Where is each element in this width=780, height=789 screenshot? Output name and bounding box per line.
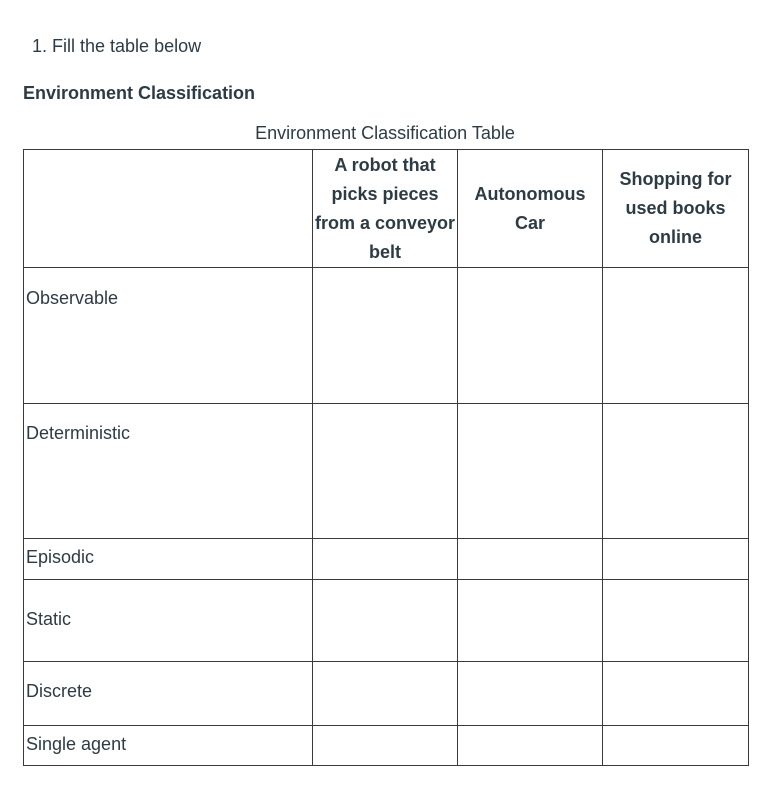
column-header-autonomous-car: Autonomous Car — [458, 150, 603, 268]
row-label-episodic: Episodic — [24, 539, 313, 580]
row-label-static: Static — [24, 580, 313, 662]
row-label-observable: Observable — [24, 268, 313, 404]
section-title: Environment Classification — [23, 83, 256, 103]
row-label-single-agent: Single agent — [24, 726, 313, 766]
answer-cell-discrete-shopping[interactable] — [603, 662, 749, 726]
row-label-discrete: Discrete — [24, 662, 313, 726]
answer-cell-observable-car[interactable] — [458, 268, 603, 404]
answer-cell-static-shopping[interactable] — [603, 580, 749, 662]
answer-cell-discrete-car[interactable] — [458, 662, 603, 726]
header-corner-cell — [24, 150, 313, 268]
answer-cell-single-agent-car[interactable] — [458, 726, 603, 766]
table-row — [24, 726, 749, 766]
table-row — [24, 404, 749, 539]
question-text: 1. Fill the table below — [32, 36, 202, 56]
answer-cell-deterministic-robot[interactable] — [313, 404, 458, 539]
table-header-row — [24, 150, 749, 268]
table-caption: Environment Classification Table — [255, 123, 515, 143]
answer-cell-discrete-robot[interactable] — [313, 662, 458, 726]
table-row — [24, 539, 749, 580]
environment-classification-table — [23, 149, 749, 766]
answer-cell-deterministic-car[interactable] — [458, 404, 603, 539]
table-row — [24, 268, 749, 404]
answer-cell-episodic-shopping[interactable] — [603, 539, 749, 580]
answer-cell-deterministic-shopping[interactable] — [603, 404, 749, 539]
column-header-shopping-books: Shopping for used books online — [603, 150, 749, 268]
row-label-deterministic: Deterministic — [24, 404, 313, 539]
answer-cell-observable-shopping[interactable] — [603, 268, 749, 404]
table-row — [24, 662, 749, 726]
answer-cell-episodic-car[interactable] — [458, 539, 603, 580]
answer-cell-static-robot[interactable] — [313, 580, 458, 662]
answer-cell-single-agent-shopping[interactable] — [603, 726, 749, 766]
answer-cell-episodic-robot[interactable] — [313, 539, 458, 580]
table-row — [24, 580, 749, 662]
column-header-robot: A robot that picks pieces from a conveyor belt — [313, 150, 458, 268]
answer-cell-static-car[interactable] — [458, 580, 603, 662]
answer-cell-single-agent-robot[interactable] — [313, 726, 458, 766]
answer-cell-observable-robot[interactable] — [313, 268, 458, 404]
